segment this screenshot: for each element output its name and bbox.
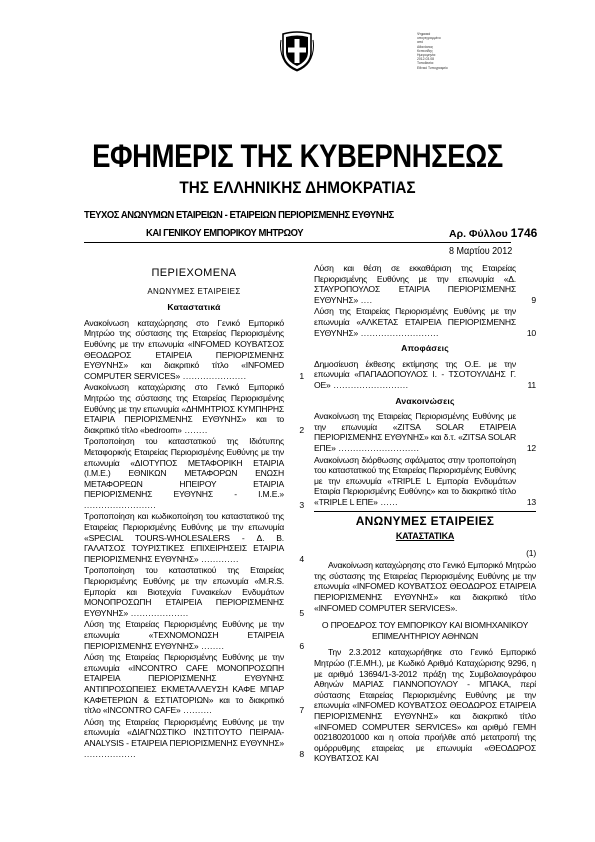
- toc-entry-page: 11: [527, 379, 536, 390]
- article-body-text: Την 2.3.2012 καταχωρήθηκε στο Γενικό Εμπορικό Μητρώο (Γ.Ε.ΜΗ.), με Κωδικό Αριθμό Καταχώρισης 9296, η με αριθμό 13694/1-3-2012 πράξη της Συμβολαιογράφου Αθηνών ΜΑΡΙΑΣ ΓΙΑΝΝΟΠΟΥΛΟΥ - ΜΠΑΚΑ, περί σύστασης Εταιρείας Περιορισμένης Ευθύνης με την επωνυμία «INFOMED ΚΟΥΒΑΤΣΟΣ ΘΕΟΔΩΡΟΣ ΕΤΑΙΡΕΙΑ ΠΕΡΙΟΡΙΣΜΕΝΗΣ ΕΥΘΥΝΗΣ» και διακριτικό τίτλο «INFOMED COMPUTER SERVICES» και αριθμό ΓΕΜΗ 002180201000 και η οποία προήλθε από μετατροπή της ομόρρυθμης εταιρείας με επωνυμία «ΘΕΟΔΩΡΟΣ ΚΟΥΒΑΤΣΟΣ ΚΑΙ: [314, 647, 536, 764]
- right-column: [314, 263, 536, 764]
- toc-entry-text: Λύση της Εταιρείας Περιορισμένης Ευθύνης με την επωνυμία «ΤΕΧΝΟΜΟΝΩΣΗ ΕΤΑΙΡΕΙΑ ΠΕΡΙΟΡΙΣΜΕΝΗΣ ΕΥΘΥΝΗΣ»: [84, 619, 284, 651]
- signature-line: Αθανάσιος: [417, 44, 434, 49]
- gazette-title: ΕΦΗΜΕΡΙΣ ΤΗΣ ΚΥΒΕΡΝΗΣΕΩΣ: [92, 138, 503, 174]
- signature-line: 2012.03.08: [417, 57, 434, 62]
- toc-entry-text: Λύση της Εταιρείας Περιορισμένης Ευθύνης με την επωνυμία «ΑΛΚΕΤΑΣ ΕΤΑΙΡΕΙΑ ΠΕΡΙΟΡΙΣΜΕΝΗΣ ΕΥΘΥΝΗΣ»: [314, 306, 516, 338]
- toc-entry[interactable]: Τροποποίηση και κωδικοποίηση του καταστατικού της Εταιρείας Περιορισμένης Ευθύνης με την επωνυμία «SPECIAL TOURS-WHOLESALERS - Δ. Β. ΓΑΛΑΤΣΟΣ ΤΟΥΡΙΣΤΙΚΕΣ ΕΠΙΧΕΙΡΗΣΕΙΣ ΕΤΑΙΡΙΑ ΠΕΡΙΟΡΙΣΜΕΝΗΣ ΕΥΘΥΝΗΣ» ............. 4: [84, 511, 304, 564]
- president-heading-line: ΕΠΙΜΕΛΗΤΗΡΙΟΥ ΑΘΗΝΩΝ: [372, 630, 478, 641]
- toc-entry-text: Ανακοίνωση καταχώρισης στο Γενικό Εμπορικό Μητρώο της σύστασης της Εταιρείας Περιορισμένης Ευθύνης με την επωνυμία «ΔΗΜΗΤΡΙΟΣ ΚΥΜΠΗΡΗΣ ΕΤΑΙΡΙΑ ΠΕΡΙΟΡΙΣΜΕΝΗΣ ΕΥΘΥΝΗΣ» και το διακριτικό τίτλο «bedroom»: [84, 382, 284, 435]
- article-lead: Ανακοίνωση καταχώρησης στο Γενικό Εμπορικό Μητρώο της σύστασης της Εταιρείας Περιορισμένης Ευθύνης με την επωνυμία «INFOMED ΚΟΥΒΑΤΣΟΣ ΘΕΟΔΩΡΟΣ ΕΤΑΙΡΕΙΑ ΠΕΡΙΟΡΙΣΜΕΝΗΣ ΕΥΘΥΝΗΣ» και διακριτικό τίτλο «INFOMED COMPUTER SERVICES».: [314, 560, 536, 613]
- toc-entry-page: 10: [526, 327, 536, 338]
- toc-entry[interactable]: Δημοσίευση έκθεσης εκτίμησης της Ο.Ε. με την επωνυμία «ΠΑΠΑΔΟΠΟΥΛΟΣ Ι. - ΤΣΟΤΟΥΛΙΔΗΣ Γ. ΟΕ» .......................... 11: [314, 358, 536, 390]
- president-heading-line: Ο ΠΡΟΕΔΡΟΣ ΤΟΥ ΕΜΠΟΡΙΚΟΥ ΚΑΙ ΒΙΟΜΗΧΑΝΙΚΟΥ: [321, 620, 529, 631]
- toc-entry-page: 3: [299, 499, 304, 510]
- toc-entry-page: 8: [299, 748, 304, 759]
- toc-entry-page: 9: [531, 294, 536, 305]
- toc-subgroup-heading: Καταστατικά: [167, 302, 221, 313]
- issue-series-line: ΚΑΙ ΓΕΝΙΚΟΥ ΕΜΠΟΡΙΚΟΥ ΜΗΤΡΩΟΥ: [146, 227, 304, 239]
- toc-entry-page: 1: [299, 370, 304, 381]
- gazette-subtitle: ΤΗΣ ΕΛΛΗΝΙΚΗΣ ΔΗΜΟΚΡΑΤΙΑΣ: [179, 178, 416, 197]
- signature-line: Εθνικό Τυπογραφείο: [417, 65, 448, 70]
- toc-entry-page: 5: [299, 607, 304, 618]
- toc-subgroup-heading: Ανακοινώσεις: [395, 395, 455, 406]
- toc-entry[interactable]: Ανακοίνωση διόρθωσης σφάλματος στην τροποποίηση του καταστατικού της Εταιρείας Περιορισμένης Ευθύνης με την επωνυμία «TRIPLE L Εμπορία Ενδυμάτων Εταιρία Περιορισμένης Ευθύνης» και το διακριτικό τίτλο «TRIPLE L ΕΠΕ» ...... 13: [314, 454, 536, 507]
- section-subtitle: ΚΑΤΑΣΤΑΤΙΚΑ: [395, 531, 455, 542]
- header-divider: [84, 242, 511, 243]
- signature-line: υπογεγραμμένο: [417, 36, 441, 41]
- toc-left-column: [84, 266, 304, 760]
- toc-group-heading: ΑΝΩΝΥΜΕΣ ΕΤΑΙΡΕΙΕΣ: [147, 286, 241, 296]
- signature-line: Τοποθεσία:: [417, 61, 434, 66]
- toc-heading: ΠΕΡΙΕΧΟΜΕΝΑ: [151, 267, 237, 279]
- toc-entry-text: Δημοσίευση έκθεσης εκτίμησης της Ο.Ε. με την επωνυμία «ΠΑΠΑΔΟΠΟΥΛΟΣ Ι. - ΤΣΟΤΟΥΛΙΔΗΣ Γ. ΟΕ»: [314, 358, 516, 390]
- toc-entry[interactable]: Λύση της Εταιρείας Περιορισμένης Ευθύνης με την επωνυμία «ΔΙΑΓΝΩΣΤΙΚΟ ΙΝΣΤΙΤΟΥΤΟ ΠΕΙΡΑΙΑ- ANALYSIS - ΕΤΑΙΡΕΙΑ ΠΕΡΙΟΡΙΣΜΕΝΗΣ ΕΥΘΥΝΗΣ» .................. 8: [84, 716, 304, 759]
- greek-coat-of-arms-icon: [279, 30, 315, 72]
- toc-entry-text: Λύση και θέση σε εκκαθάριση της Εταιρείας Περιορισμένης Ευθύνης με την επωνυμία «Δ. ΣΤΑΥΡΟΠΟΥΛΟΣ ΕΤΑΙΡΙΑ ΠΕΡΙΟΡΙΣΜΕΝΗΣ ΕΥΘΥΝΗΣ»: [314, 263, 516, 305]
- sheet-number-label: Αρ. Φύλλου: [449, 228, 508, 240]
- toc-entry-page: 2: [299, 424, 304, 435]
- toc-entry-text: Τροποποίηση και κωδικοποίηση του καταστατικού της Εταιρείας Περιορισμένης Ευθύνης με την επωνυμία «SPECIAL TOURS-WHOLESALERS - Δ. Β. ΓΑΛΑΤΣΟΣ ΤΟΥΡΙΣΤΙΚΕΣ ΕΠΙΧΕΙΡΗΣΕΙΣ ΕΤΑΙΡΙΑ ΠΕΡΙΟΡΙΣΜΕΝΗΣ ΕΥΘΥΝΗΣ»: [84, 511, 284, 564]
- toc-entry[interactable]: Τροποποίηση του καταστατικού της Ιδιότυπης Μεταφορικής Εταιρείας Περιορισμένης Ευθύνης με την επωνυμία «ΔΙΟΤΥΠΟΣ ΜΕΤΑΦΟΡΙΚΗ ΕΤΑΙΡΙΑ (Ι.Μ.Ε.) ΕΘΝΙΚΩΝ ΜΕΤΑΦΟΡΩΝ ΕΝΩΣΗ ΜΕΤΑΦΟΡΕΩΝ ΗΠΕΙΡΟΥ ΕΤΑΙΡΙΑ ΠΕΡΙΟΡΙΣΜΕΝΗΣ ΕΥΘΥΝΗΣ - Ι.Μ.Ε.» ......................... 3: [84, 436, 304, 510]
- toc-entry[interactable]: Λύση της Εταιρείας Περιορισμένης Ευθύνης με την επωνυμία «ΑΛΚΕΤΑΣ ΕΤΑΙΡΕΙΑ ΠΕΡΙΟΡΙΣΜΕΝΗΣ ΕΥΘΥΝΗΣ» ........................... 10: [314, 306, 536, 338]
- toc-entry-page: 7: [299, 705, 304, 716]
- toc-entry[interactable]: Τροποποίηση του καταστατικού της Εταιρείας Περιορισμένης Ευθύνης με την επωνυμία «M.R.S. Εμπορία και Βιοτεχνία Γυναικείων Ενδυμάτων ΜΟΝΟΠΡΟΣΩΠΗ ΕΤΑΙΡΕΙΑ ΠΕΡΙΟΡΙΣΜΕΝΗΣ ΕΥΘΥΝΗΣ» .................... 5: [84, 565, 304, 618]
- section-title: ΑΝΩΝΥΜΕΣ ΕΤΑΙΡΕΙΕΣ: [355, 514, 495, 529]
- section-divider: [314, 511, 536, 512]
- toc-entry-page: 4: [299, 553, 304, 564]
- toc-entry-page: 6: [299, 640, 304, 651]
- toc-entry-text: Λύση της Εταιρείας Περιορισμένης Ευθύνης με την επωνυμία «ΔΙΑΓΝΩΣΤΙΚΟ ΙΝΣΤΙΤΟΥΤΟ ΠΕΙΡΑΙΑ- ANALYSIS - ΕΤΑΙΡΕΙΑ ΠΕΡΙΟΡΙΣΜΕΝΗΣ ΕΥΘΥΝΗΣ»: [84, 716, 284, 748]
- toc-entry-text: Λύση της Εταιρείας Περιορισμένης Ευθύνης με την επωνυμία «INCONTRO CAFE ΜΟΝΟΠΡΟΣΩΠΗ ΕΤΑΙΡΕΙΑ ΠΕΡΙΟΡΙΣΜΕΝΗΣ ΕΥΘΥΝΗΣ ΑΝΤΙΠΡΟΣΩΠΕΙΕΣ ΕΚΜΕΤΑΛΛΕΥΣΗ ΚΑΦΕ ΜΠΑΡ ΚΑΦΕΤΕΡΙΩΝ & ΕΣΤΙΑΤΟΡΙΩΝ» και το διακριτικό τίτλο «INCONTRO CAFE»: [84, 652, 284, 716]
- signature-line: από: [417, 40, 424, 45]
- toc-entry[interactable]: Λύση της Εταιρείας Περιορισμένης Ευθύνης με την επωνυμία «INCONTRO CAFE ΜΟΝΟΠΡΟΣΩΠΗ ΕΤΑΙΡΕΙΑ ΠΕΡΙΟΡΙΣΜΕΝΗΣ ΕΥΘΥΝΗΣ ΑΝΤΙΠΡΟΣΩΠΕΙΕΣ ΕΚΜΕΤΑΛΛΕΥΣΗ ΚΑΦΕ ΜΠΑΡ ΚΑΦΕΤΕΡΙΩΝ & ΕΣΤΙΑΤΟΡΙΩΝ» και το διακριτικό τίτλο «INCONTRO CAFE» .......... 7: [84, 652, 304, 716]
- toc-entry-text: Ανακοίνωση διόρθωσης σφάλματος στην τροποποίηση του καταστατικού της Εταιρείας Περιορισμένης Ευθύνης με την επωνυμία «TRIPLE L Εμπορία Ενδυμάτων Εταιρία Περιορισμένης Ευθύνης» και το διακριτικό τίτλο «TRIPLE L ΕΠΕ»: [314, 454, 516, 507]
- article-number: (1): [526, 547, 536, 558]
- toc-entry-text: Ανακοίνωση καταχώρησης στο Γενικό Εμπορικό Μητρώο της σύστασης της Εταιρείας Περιορισμένης Ευθύνης με την επωνυμία «INFOMED ΚΟΥΒΑΤΣΟΣ ΘΕΟΔΩΡΟΣ ΕΤΑΙΡΕΙΑ ΠΕΡΙΟΡΙΣΜΕΝΗΣ ΕΥΘΥΝΗΣ» και διακριτικό τίτλο «INFOMED COMPUTER SERVICES»: [84, 317, 284, 381]
- signature-line: Κεπεσίδης: [417, 48, 433, 53]
- toc-entry[interactable]: Ανακοίνωση καταχώρισης στο Γενικό Εμπορικό Μητρώο της σύστασης της Εταιρείας Περιορισμένης Ευθύνης με την επωνυμία «ΔΗΜΗΤΡΙΟΣ ΚΥΜΠΗΡΗΣ ΕΤΑΙΡΙΑ ΠΕΡΙΟΡΙΣΜΕΝΗΣ ΕΥΘΥΝΗΣ» και το διακριτικό τίτλο «bedroom» ........ 2: [84, 382, 304, 435]
- toc-entry-page: 13: [526, 496, 536, 507]
- toc-entry[interactable]: Ανακοίνωση της Εταιρείας Περιορισμένης Ευθύνης με την επωνυμία «ZITSA SOLAR ΕΤΑΙΡΕΙΑ ΠΕΡΙΟΡΙΣΜΕΝΗΣ ΕΥΘΥΝΗΣ» και δ.τ. «ZITSA SOLAR ΕΠΕ» ............................ 12: [314, 411, 536, 453]
- signature-line: Ψηφιακά: [417, 32, 431, 36]
- toc-entry-text: Τροποποίηση του καταστατικού της Ιδιότυπης Μεταφορικής Εταιρείας Περιορισμένης Ευθύνης με την επωνυμία «ΔΙΟΤΥΠΟΣ ΜΕΤΑΦΟΡΙΚΗ ΕΤΑΙΡΙΑ (Ι.Μ.Ε.) ΕΘΝΙΚΩΝ ΜΕΤΑΦΟΡΩΝ ΕΝΩΣΗ ΜΕΤΑΦΟΡΕΩΝ ΗΠΕΙΡΟΥ ΕΤΑΙΡΙΑ ΠΕΡΙΟΡΙΣΜΕΝΗΣ ΕΥΘΥΝΗΣ - Ι.Μ.Ε.»: [84, 436, 284, 500]
- president-heading: [314, 620, 536, 641]
- toc-entry-page: 12: [526, 442, 536, 453]
- toc-subgroup-heading: Αποφάσεις: [401, 343, 449, 354]
- toc-entry[interactable]: Λύση της Εταιρείας Περιορισμένης Ευθύνης με την επωνυμία «ΤΕΧΝΟΜΟΝΩΣΗ ΕΤΑΙΡΕΙΑ ΠΕΡΙΟΡΙΣΜΕΝΗΣ ΕΥΘΥΝΗΣ» ........ 6: [84, 619, 304, 651]
- issue-series-line: ΤΕΥΧΟΣ ΑΝΩΝΥΜΩΝ ΕΤΑΙΡΕΙΩΝ - ΕΤΑΙΡΕΙΩΝ ΠΕΡΙΟΡΙΣΜΕΝΗΣ ΕΥΘΥΝΗΣ: [84, 209, 394, 221]
- toc-entry[interactable]: Ανακοίνωση καταχώρησης στο Γενικό Εμπορικό Μητρώο της σύστασης της Εταιρείας Περιορισμένης Ευθύνης με την επωνυμία «INFOMED ΚΟΥΒΑΤΣΟΣ ΘΕΟΔΩΡΟΣ ΕΤΑΙΡΕΙΑ ΠΕΡΙΟΡΙΣΜΕΝΗΣ ΕΥΘΥΝΗΣ» και διακριτικό τίτλο «INFOMED COMPUTER SERVICES» ...................... 1: [84, 317, 304, 381]
- sheet-number-value: 1746: [510, 226, 538, 240]
- toc-entry[interactable]: Λύση και θέση σε εκκαθάριση της Εταιρείας Περιορισμένης Ευθύνης με την επωνυμία «Δ. ΣΤΑΥΡΟΠΟΥΛΟΣ ΕΤΑΙΡΙΑ ΠΕΡΙΟΡΙΣΜΕΝΗΣ ΕΥΘΥΝΗΣ» .... 9: [314, 263, 536, 305]
- digital-signature-note: [417, 32, 479, 70]
- sheet-number: [449, 226, 537, 240]
- toc-entry-text: Τροποποίηση του καταστατικού της Εταιρείας Περιορισμένης Ευθύνης με την επωνυμία «M.R.S. Εμπορία και Βιοτεχνία Γυναικείων Ενδυμάτων ΜΟΝΟΠΡΟΣΩΠΗ ΕΤΑΙΡΕΙΑ ΠΕΡΙΟΡΙΣΜΕΝΗΣ ΕΥΘΥΝΗΣ»: [84, 565, 284, 618]
- signature-line: Ημερομηνία:: [417, 53, 436, 58]
- issue-date: 8 Μαρτίου 2012: [449, 246, 513, 257]
- toc-entry-text: Ανακοίνωση της Εταιρείας Περιορισμένης Ευθύνης με την επωνυμία «ZITSA SOLAR ΕΤΑΙΡΕΙΑ ΠΕΡΙΟΡΙΣΜΕΝΗΣ ΕΥΘΥΝΗΣ» και δ.τ. «ZITSA SOLAR ΕΠΕ»: [314, 411, 516, 453]
